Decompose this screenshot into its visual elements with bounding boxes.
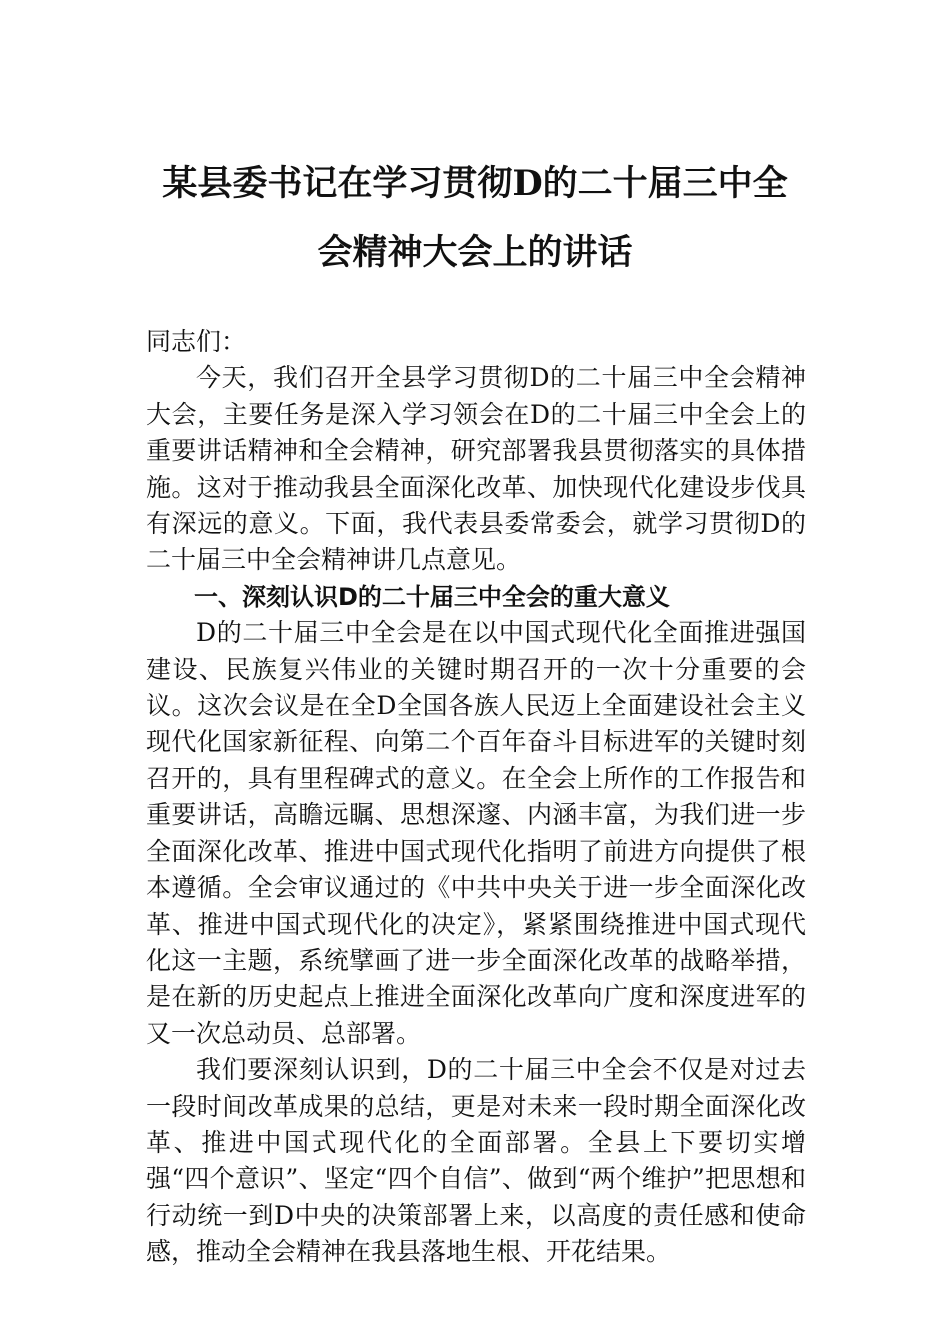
paragraph-significance: D的二十届三中全会是在以中国式现代化全面推进强国建设、民族复兴伟业的关键时期召开的一次十分重要的会议。这次会议是在全D全国各族人民迈上全面建设社会主义现代化国家新征程、向第二个百年奋斗目标进军的关键时刻召开的，具有里程碑式的意义。在全会上所作的工作报告和重要讲话，高瞻远瞩、思想深邃、内涵丰富，为我们进一步全面深化改革、推进中国式现代化指明了前进方向提供了根本遵循。全会审议通过的《中共中央关于进一步全面深化改革、推进中国式现代化的决定》，紧紧围绕推进中国式现代化这一主题，系统擘画了进一步全面深化改革的战略举措，是在新的历史起点上推进全面深化改革向广度和深度进军的又一次总动员、总部署。 — [146, 618, 806, 1048]
document-title-line-2: 会精神大会上的讲话 — [317, 232, 633, 273]
greeting: 同志们： — [146, 327, 247, 356]
section-heading-1: 一、深刻认识D的二十届三中全会的重大意义 — [194, 582, 670, 611]
document-body — [146, 324, 806, 1271]
document-title-line-1: 某县委书记在学习贯彻D的二十届三中全 — [162, 163, 788, 204]
paragraph-understanding: 我们要深刻认识到，D的二十届三中全会不仅是对过去一段时间改革成果的总结，更是对未来一段时期全面深化改革、推进中国式现代化的全面部署。全县上下要切实增强“四个意识”、坚定“四个自信”、做到“两个维护”把思想和行动统一到D中央的决策部署上来，以高度的责任感和使命感，推动全会精神在我县落地生根、开花结果。 — [146, 1055, 806, 1267]
paragraph-intro: 今天，我们召开全县学习贯彻D的二十届三中全会精神大会，主要任务是深入学习领会在D的二十届三中全会上的重要讲话精神和全会精神，研究部署我县贯彻落实的具体措施。这对于推动我县全面深化改革、加快现代化建设步伐具有深远的意义。下面，我代表县委常委会，就学习贯彻D的二十届三中全会精神讲几点意见。 — [146, 363, 806, 575]
